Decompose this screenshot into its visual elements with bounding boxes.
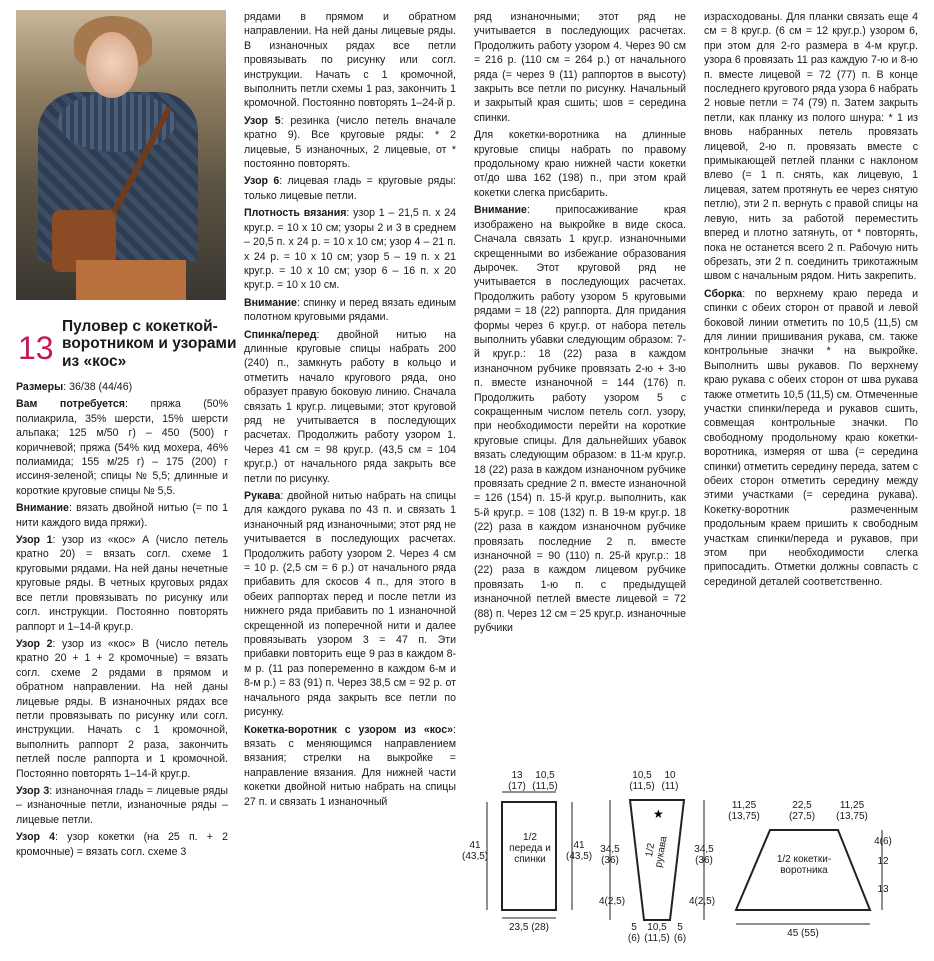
sleeve-bottom-right-label: 4(2,5) bbox=[688, 896, 716, 907]
paragraph-text: : узор 1 – 21,5 п. х 24 круг.р. = 10 х 10 см; узоры 2 и 3 в среднем – 20,5 п. х 24 р. = 10 х 10 см; узор 4 – 21 п. х 24 р. = 10 х 10 см; узор 5 – 19 п. х 21 круг.р. = 10 х 10 см; узор 6 – 16 п. х 20 круг.р. = 10 х 10 см. bbox=[244, 207, 457, 292]
paragraph-text: : двойной нитью на длинные круговые спицы набрать 200 (240) п., замкнуть работу в кольцо и отметить начало кругового ряда, оно образует правую боковую линию. Сначала связать 1 круг.р. лицевыми; этот круговой ряд не учитывается в последующих расчетах. Продолжить работу узором 1. Через 41 см = 98 круг.р. (43,5 см = 104 круг.р.) от начального ряда закрыть все петли по рисунку. bbox=[244, 328, 456, 485]
sleeve-center-label: 1/2 рукава bbox=[643, 835, 670, 869]
paragraph-text: : вязать двойной нитью (= по 1 нити каждого вида пряжи). bbox=[16, 502, 228, 529]
paragraph-heading: Узор 1 bbox=[16, 534, 53, 547]
yoke-center-label: 1/2 кокетки-воротника bbox=[776, 854, 832, 876]
sleeve-bottom-3-label: 5 (6) bbox=[673, 922, 687, 944]
paragraph-text: : резинка (число петель вначале кратно 9). Все круговые ряды: * 2 лицевые, 5 изнаночных, 2 лицевые, от * постоянно повторять. bbox=[244, 114, 457, 171]
paragraph-heading: Узор 6 bbox=[244, 175, 280, 188]
paragraph-text: : пряжа (50% полиакрила, 35% шерсти, 15% шерсти альпака; 125 м/50 г) – 450 (500) г коричневой; пряжа (54% кид мохера, 46% полиамида; 155 м/25 г) – 175 (200) г иссиня-зеленой; спицы № 5,5; длинные и короткие круговые спицы № 5,5. bbox=[16, 398, 228, 497]
col2-paragraph bbox=[244, 174, 456, 203]
yoke-top-center-label: 22,5 (27,5) bbox=[788, 800, 816, 822]
paragraph-heading: Плотность вязания bbox=[244, 207, 347, 220]
paragraph-heading: Размеры bbox=[16, 381, 64, 393]
col2-paragraph bbox=[244, 328, 456, 486]
paragraph-text: : изнаночная гладь = лицевые ряды – изнаночные петли, изнаночные ряды – лицевые петли. bbox=[16, 784, 229, 826]
yoke-right-2-label: 12 bbox=[877, 856, 889, 867]
body-left-label: 41 (43,5) bbox=[462, 840, 489, 862]
paragraph-heading: Спинка/перед bbox=[244, 328, 317, 341]
paragraph-text: : по верхнему краю переда и спинки с обеих сторон от правой и левой боковой линии отметить по 10,5 (11,5) см для линии пришивания рукава, см. также контрольные значки * на выкройке. Выполнить швы рукавов. По верхнему краю рукава с обеих сторон от шва рукава также отметить 10,5 (11,5) см. Отмеченные участки спинки/переда и рукавов сшить, совмещая контрольные значки. По свободному продольному краю кокетки-воротника, измеряя от шва (= середина спинки) отметить середину переда, затем с обеих сторон отметить середину между этими участками (= середина рукава). Кокетку-воротник размеченным продольным краем пришить к свободным участкам спинки/переда и рукавов, при этом при необходимости слегка припосадить. Отметки должны совпасть с серединой деталей соответственно. bbox=[704, 287, 918, 588]
sleeve-left-label: 34,5 (36) bbox=[600, 844, 620, 866]
body-center-label: 1/2 переда и спинки bbox=[509, 832, 551, 865]
paragraph-text: израсходованы. Для планки связать еще 4 см = 8 круг.р. (6 см = 12 круг.р.) узором 6, при этом для 2-го размера в 4-м круг.р. узора 6 провязать 11 раз каждую 7-ю и 8-ю п. вместе лицевой = 72 (77) п. В конце последнего кругового ряда узора 6 набрать 2 новые петли = 74 (79) п. Затем закрыть петли, как планку из полого шнура: * 1 из вновь набранных петель провязать лицевой, 2-ю п. провязать вместе с примыкающей петлей планки с наклоном влево (= 1 п. снять, как лицевую, 1 лицевая, затем протянуть ее через снятую петлю), эти 2 п. вернуть с правой спицы на левую, нить за работой переместить вперед и плотно затянуть, от * повторять, пока не останется всего 2 п. Рабочую нить обрезать, эти 2 п. соединить трикотажным швом с начальным рядом. Нить закрепить. bbox=[704, 11, 918, 283]
sleeve-bottom-left-label: 4(2,5) bbox=[598, 896, 626, 907]
col1-paragraph bbox=[16, 637, 228, 781]
col4-paragraph bbox=[704, 10, 918, 284]
sleeve-top-left-label: 10,5 (11,5) bbox=[629, 770, 655, 792]
photo-pants bbox=[76, 260, 186, 300]
svg-text:★: ★ bbox=[653, 807, 664, 821]
text-column-1 bbox=[16, 380, 228, 862]
col1-paragraph bbox=[16, 501, 228, 530]
yoke-top-left-label: 11,25 (13,75) bbox=[728, 800, 760, 822]
col3-paragraph bbox=[474, 203, 686, 635]
paragraph-text: : припосаживание края изображено на выкройке в виде скоса. Сначала связать 1 круг.р. изнаночными скрещенными во избежание образования дырочек. Этот круговой ряд не учитывается в последующих расчетах. Продолжить работу узором 5 круговыми рядами = 18 (22) раппорта. Для придания формы через 6 круг.р. от набора петель выполнить убавки следующим образом: 7-й круг.р.: 18 (22) раза в каждом изнаночном рубчике провязать 2-ю + 3-ю п. вместе изнаночной = 144 (176) п. Продолжить работу узором 5 с сокращенным числом петель согл. узору, при необходимости перейти на короткие круговые спицы. Для дальнейших убавок вязать следующим образом: в 11-м круг.р. 18 (22) раза в каждом изнаночном рубчике провязать средние 2 п. вместе изнаночной = 126 (154) п. 15-й круг.р. выполнить, как 5-й круг.р. = 108 (132) п. В 19-м круг.р. 18 (22) раза в каждом изнаночном рубчике провязать последние 2 п. вместе изнаночной = 90 (110) п. 25-й круг.р.: 18 (22) раза в каждом лицевом рубчике провязать 1-ю п. с предыдущей изнаночной петлей вместе лицевой = 72 (88) п. Через 12 см = 25 круг.р. изнаночные рубчики bbox=[474, 204, 686, 635]
col2-paragraph bbox=[244, 296, 456, 325]
col3-paragraph bbox=[474, 10, 686, 125]
paragraph-heading: Вам потребуется bbox=[16, 398, 125, 411]
col2-paragraph bbox=[244, 10, 456, 111]
pattern-title bbox=[16, 318, 236, 376]
pattern-heading: Пуловер с кокеткой-воротником и узорами из «кос» bbox=[62, 318, 237, 370]
sleeve-diagram bbox=[598, 770, 716, 955]
photo-face bbox=[86, 32, 138, 98]
paragraph-text: ряд изнаночными; этот ряд не учитывается в последующих расчетах. Продолжить работу узором 4. Через 90 см = 216 р. (110 см = 264 р.) от начального ряда (= через 9 (11) раппортов в высоту) закрыть все петли по рисунку. Начальный и закрытый края сшить; шов = середина спинки. bbox=[474, 11, 686, 124]
model-photo bbox=[16, 10, 226, 300]
text-column-4 bbox=[704, 10, 918, 592]
paragraph-text: рядами в прямом и обратном направлении. На ней даны лицевые ряды. В изнаночных рядах все петли провязывать по рисунку или согл. инструкции. Начать с 1 кромочной, выполнить петли схемы 1 раз, закончить 1 кромочной. Постоянно повторять 1–24-й р. bbox=[244, 11, 456, 110]
paragraph-heading: Узор 4 bbox=[16, 831, 56, 844]
col2-paragraph bbox=[244, 206, 456, 292]
sleeve-bottom-1-label: 5 (6) bbox=[627, 922, 641, 944]
paragraph-heading: Внимание bbox=[244, 296, 297, 309]
paragraph-heading: Узор 3 bbox=[16, 784, 50, 797]
paragraph-heading: Рукава bbox=[244, 490, 281, 502]
paragraph-text: : узор кокетки (на 25 п. + 2 кромочные) = вязать согл. схеме 3 bbox=[16, 831, 228, 858]
front-back-diagram bbox=[462, 770, 592, 955]
body-top-right-label: 10,5 (11,5) bbox=[532, 770, 558, 792]
pattern-number: 13 bbox=[18, 330, 54, 366]
paragraph-heading: Кокетка-воротник с узором из «кос» bbox=[244, 723, 454, 736]
text-column-2 bbox=[244, 10, 456, 812]
sleeve-top-right-label: 10 (11) bbox=[661, 770, 679, 792]
paragraph-text: : узор из «кос» B (число петель кратно 20 + 1 + 2 кромочные) = вязать согл. схеме 2 рядами в прямом и обратном направлении. На ней даны лицевые ряды. В изнаночных рядах все петли провязывать по рисунку или согл. инструкции. Начать с 1 кромочной, выполнить раппорт 2 раза, закончить петлей после раппорта и 1 кромочной. Постоянно повторять 1–14-й круг.р. bbox=[16, 637, 228, 780]
yoke-diagram bbox=[722, 800, 902, 955]
paragraph-text: : вязать с меняющимся направлением вязания; стрелки на выкройке = направление вязания. Для нижней части кокетки двойной нитью набрать на спицы 27 п. и связать 1 изнаночный bbox=[244, 723, 456, 808]
col3-paragraph bbox=[474, 128, 686, 200]
paragraph-heading: Сборка bbox=[704, 287, 743, 300]
yoke-bottom-label: 45 (55) bbox=[787, 928, 819, 939]
paragraph-text: : лицевая гладь = круговые ряды: только лицевые петли. bbox=[244, 175, 457, 202]
paragraph-heading: Внимание bbox=[16, 502, 69, 515]
paragraph-heading: Внимание bbox=[474, 204, 527, 217]
paragraph-text: : 36/38 (44/46) bbox=[63, 381, 133, 393]
yoke-right-3-label: 13 bbox=[877, 884, 889, 895]
col2-paragraph bbox=[244, 114, 456, 172]
sleeve-bottom-2-label: 10,5 (11,5) bbox=[644, 922, 670, 944]
body-right-label: 41 (43,5) bbox=[566, 840, 593, 862]
col2-paragraph bbox=[244, 723, 456, 809]
col2-paragraph bbox=[244, 489, 456, 720]
paragraph-text: Для кокетки-воротника на длинные круговые спицы набрать по правому продольному краю нижней части кокетки от/до шва 162 (198) п., при этом край кокетки слегка присбарить. bbox=[474, 129, 686, 199]
col1-paragraph bbox=[16, 784, 228, 827]
yoke-right-1-label: 4(6) bbox=[874, 836, 892, 847]
body-top-left-label: 13 (17) bbox=[508, 770, 526, 792]
paragraph-text: : спинку и перед вязать единым полотном круговыми рядами. bbox=[244, 296, 456, 324]
paragraph-text: : двойной нитью набрать на спицы для каждого рукава по 43 п. и связать 1 изнаночный ряд изнаночными; этот ряд не учитывается в последующих расчетах. Продолжить работу узором 2. Через 4 см = 10 р. (2,5 см = 6 р.) от начального ряда прибавить для скосов 4 п., для этого в обеих раппортах перед и после петли из нижнего ряда прибавить по 1 изнаночной скрещенной из поперечной нити и далее провязывать узором 3 = 47 п. Эти прибавки повторить еще 9 раз в каждом 8-м р. (11 раз попеременно в каждом 6-м и 8-м р.) = 83 (91) п. Через 38,5 см = 92 р. от начального ряда закрыть все петли по рисунку. bbox=[244, 490, 456, 719]
text-column-3 bbox=[474, 10, 686, 638]
col1-paragraph bbox=[16, 380, 228, 394]
sleeve-right-label: 34,5 (36) bbox=[694, 844, 714, 866]
paragraph-text: : узор из «кос» А (число петель кратно 20) = вязать согл. схеме 1 круговыми рядами. На ней даны нечетные круговые ряды. В четных круговых рядах все петли провязывать по рисунку или согл. инструкции. Постоянно повторять раппорт и 1–14-й круг.р. bbox=[16, 534, 228, 633]
col1-paragraph bbox=[16, 830, 228, 859]
col4-paragraph bbox=[704, 287, 918, 590]
paragraph-heading: Узор 5 bbox=[244, 114, 281, 127]
col1-paragraph bbox=[16, 397, 228, 498]
col1-paragraph bbox=[16, 533, 228, 634]
yoke-top-right-label: 11,25 (13,75) bbox=[836, 800, 868, 822]
paragraph-heading: Узор 2 bbox=[16, 637, 53, 650]
body-bottom-label: 23,5 (28) bbox=[508, 922, 550, 933]
